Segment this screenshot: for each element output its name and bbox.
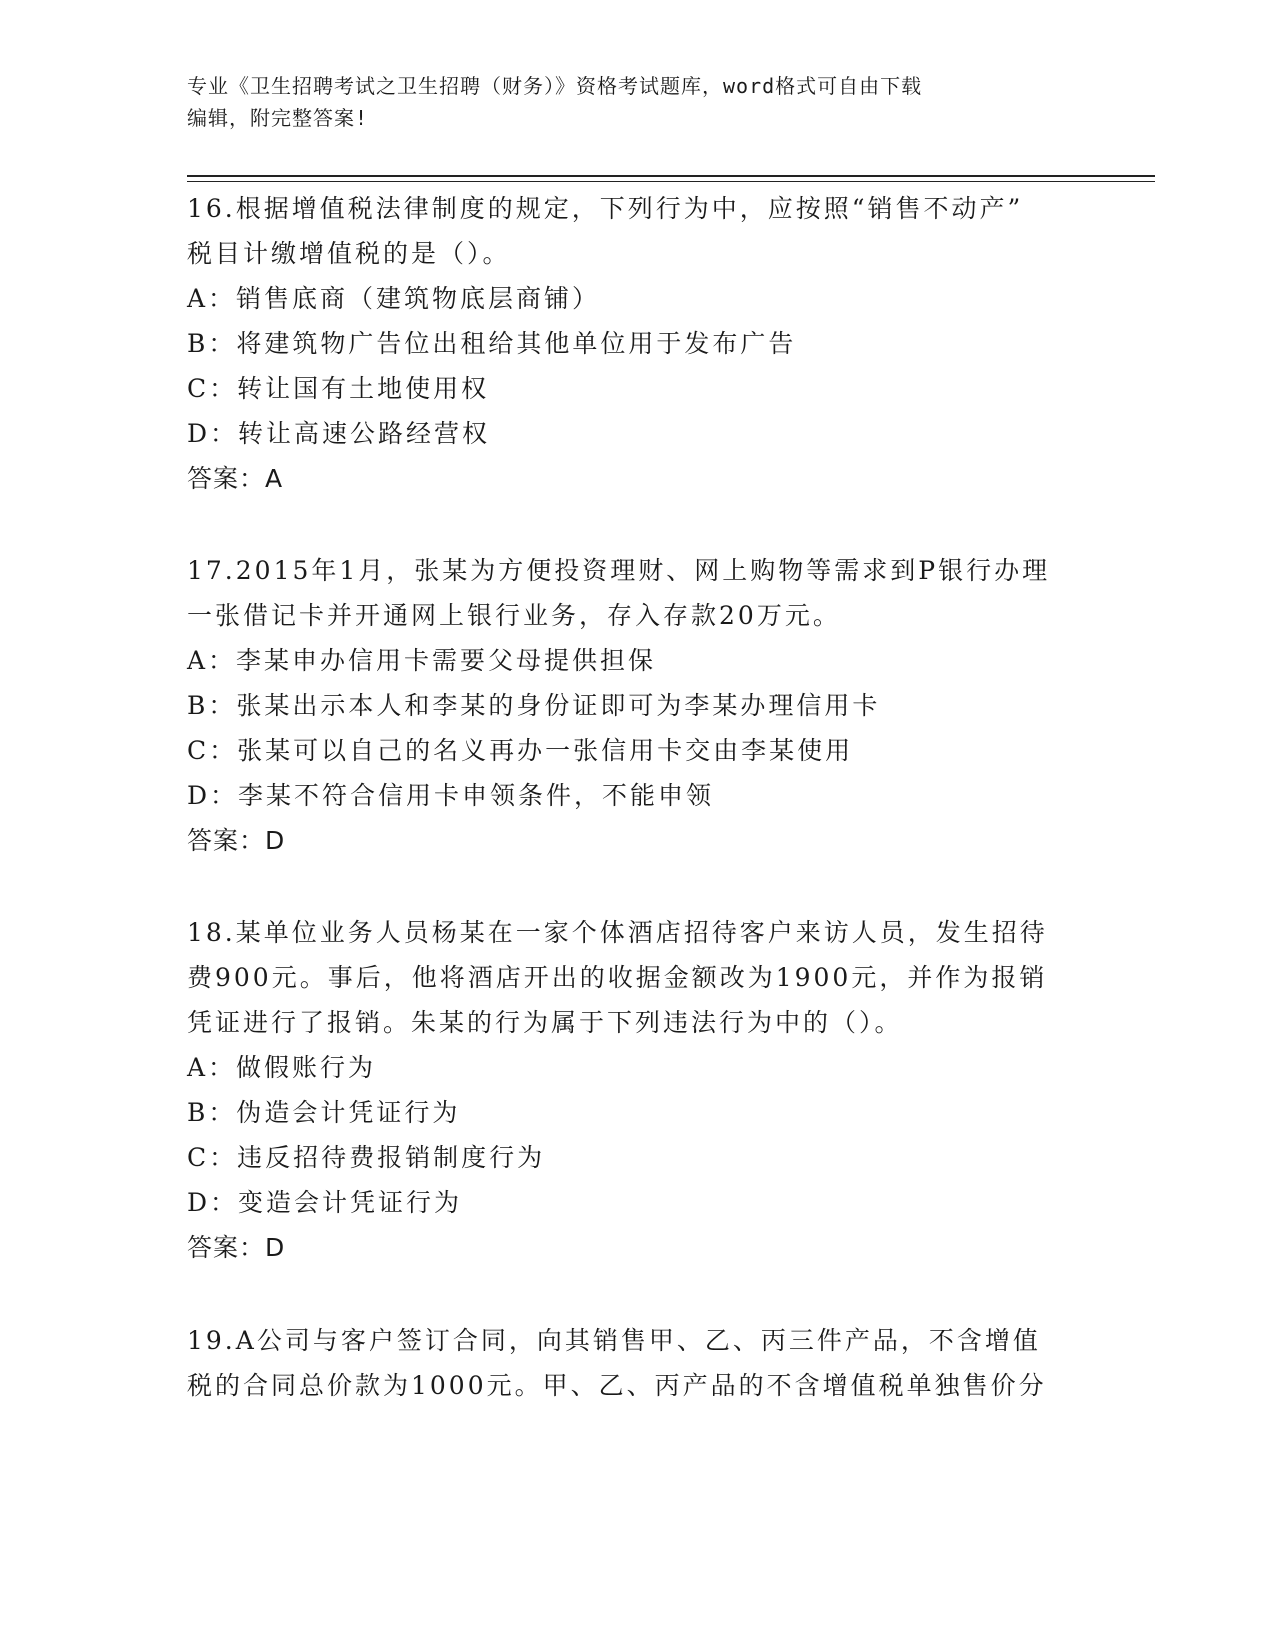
question-18: [187, 910, 1087, 1270]
option-b: B：张某出示本人和李某的身份证即可为李某办理信用卡: [187, 691, 881, 720]
question-stem-line: 16.根据增值税法律制度的规定，下列行为中，应按照“销售不动产”: [187, 194, 1024, 223]
option-c: C：违反招待费报销制度行为: [187, 1143, 546, 1172]
header-divider-thick: [187, 175, 1155, 177]
option-d: D：李某不符合信用卡申领条件，不能申领: [187, 781, 715, 810]
answer-line: 答案：D: [187, 1233, 286, 1262]
option-d: D：变造会计凭证行为: [187, 1188, 463, 1217]
option-a: A：销售底商（建筑物底层商铺）: [187, 284, 601, 313]
header-divider-thin: [187, 181, 1155, 182]
question-17: [187, 548, 1087, 863]
option-c: C：张某可以自己的名义再办一张信用卡交由李某使用: [187, 736, 854, 765]
question-stem-line: 18.某单位业务人员杨某在一家个体酒店招待客户来访人员，发生招待: [187, 918, 1048, 947]
header-line-1: 专业《卫生招聘考试之卫生招聘（财务）》资格考试题库，word格式可自由下载: [187, 74, 923, 98]
header-line-2: 编辑，附完整答案!: [187, 106, 369, 130]
option-c: C：转让国有土地使用权: [187, 374, 490, 403]
question-stem-line: 一张借记卡并开通网上银行业务，存入存款20万元。: [187, 601, 841, 630]
question-stem-line: 凭证进行了报销。朱某的行为属于下列违法行为中的（）。: [187, 1008, 903, 1037]
question-stem-line: 税的合同总价款为1000元。甲、乙、丙产品的不含增值税单独售价分: [187, 1371, 1047, 1400]
option-b: B：将建筑物广告位出租给其他单位用于发布广告: [187, 329, 797, 358]
document-header: [187, 70, 1087, 134]
question-stem-line: 17.2015年1月，张某为方便投资理财、网上购物等需求到P银行办理: [187, 556, 1051, 585]
question-16: [187, 186, 1087, 501]
option-a: A：李某申办信用卡需要父母提供担保: [187, 646, 657, 675]
question-19: [187, 1318, 1087, 1408]
question-stem-line: 19.A公司与客户签订合同，向其销售甲、乙、丙三件产品，不含增值: [187, 1326, 1041, 1355]
option-b: B：伪造会计凭证行为: [187, 1098, 461, 1127]
option-a: A：做假账行为: [187, 1053, 377, 1082]
answer-line: 答案：D: [187, 826, 286, 855]
question-stem-line: 费900元。事后，他将酒店开出的收据金额改为1900元，并作为报销: [187, 963, 1048, 992]
answer-line: 答案：A: [187, 464, 284, 493]
question-stem-line: 税目计缴增值税的是（）。: [187, 239, 511, 268]
option-d: D：转让高速公路经营权: [187, 419, 491, 448]
